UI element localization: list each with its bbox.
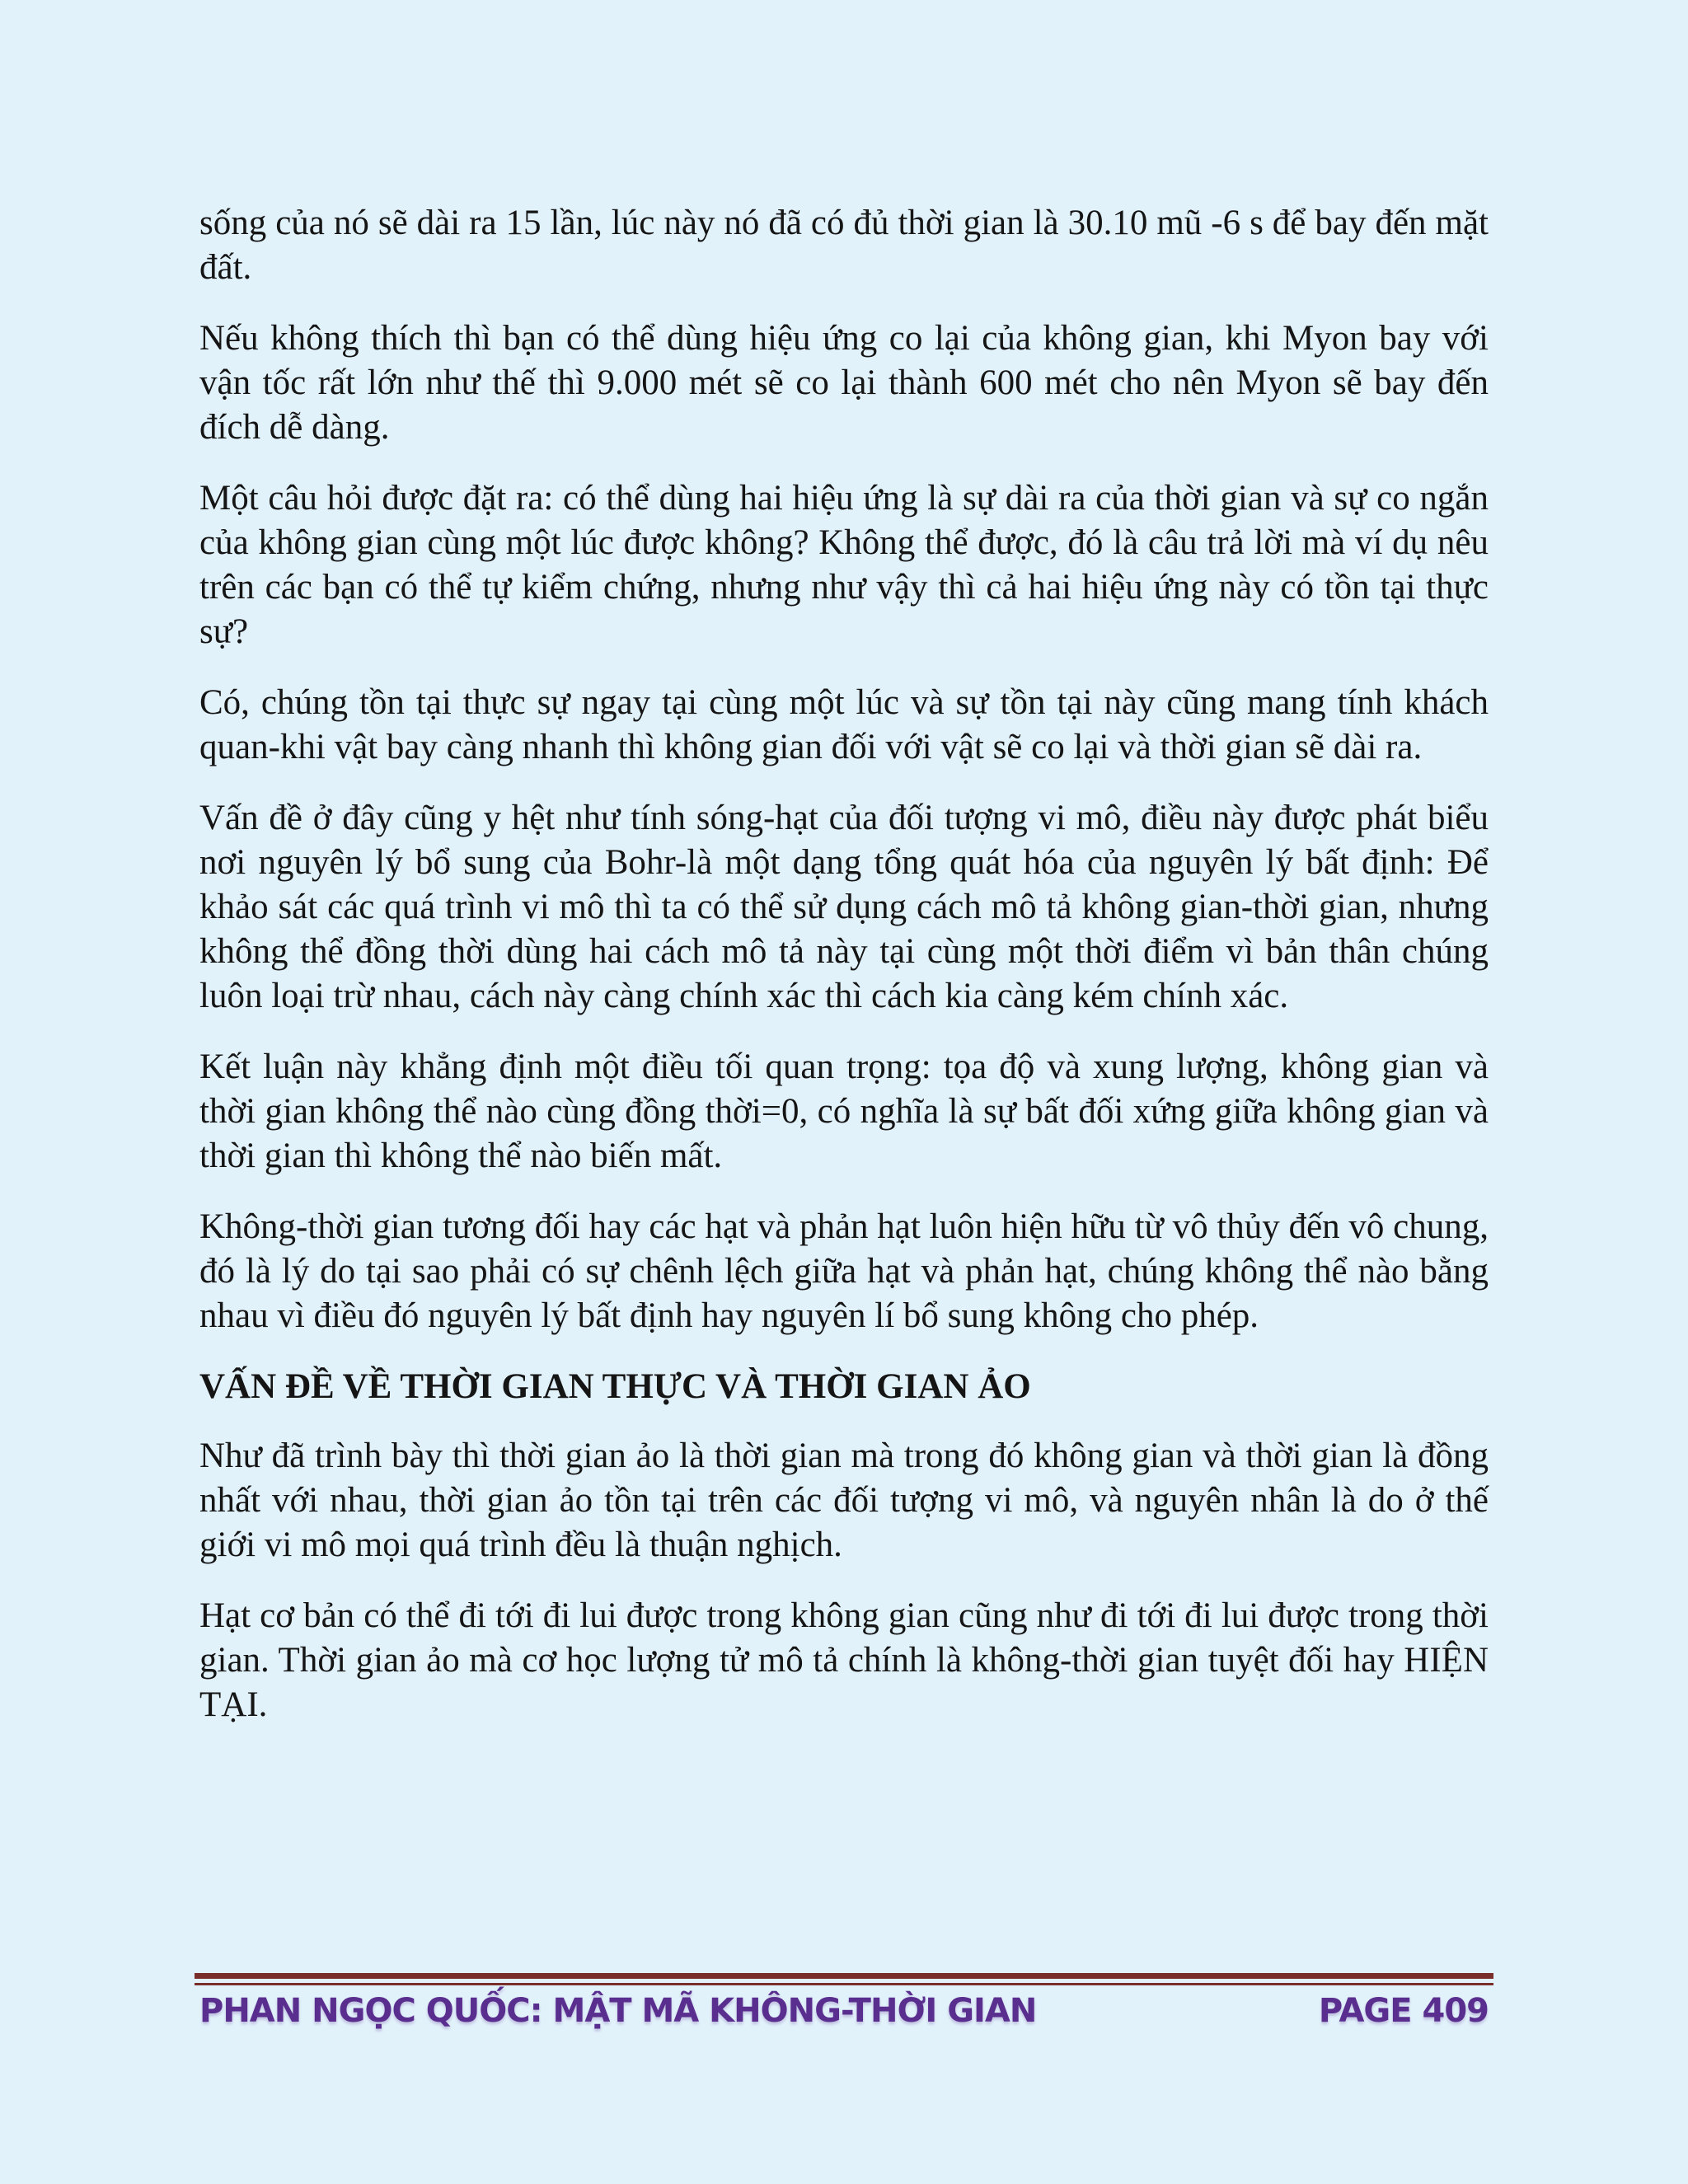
- page-body: [199, 201, 1489, 1754]
- body-paragraph: Không-thời gian tương đối hay các hạt và phản hạt luôn hiện hữu từ vô thủy đến vô chung, đó là lý do tại sao phải có sự chênh lệch giữa hạt và phản hạt, chúng không thể nào bằng nhau vì điều đó nguyên lý bất định hay nguyên lí bổ sung không cho phép.: [199, 1207, 1489, 1335]
- body-paragraph: Kết luận này khẳng định một điều tối quan trọng: tọa độ và xung lượng, không gian và thời gian không thể nào cùng đồng thời=0, có nghĩa là sự bất đối xứng giữa không gian và thời gian thì không thể nào biến mất.: [199, 1047, 1489, 1175]
- footer-rule-thin: [195, 1983, 1493, 1985]
- section-heading: VẤN ĐỀ VỀ THỜI GIAN THỰC VÀ THỜI GIAN ẢO: [199, 1367, 1031, 1406]
- body-paragraph: Như đã trình bày thì thời gian ảo là thời gian mà trong đó không gian và thời gian là đồng nhất với nhau, thời gian ảo tồn tại trên các đối tượng vi mô, và nguyên nhân là do ở thế giới vi mô mọi quá trình đều là thuận nghịch.: [199, 1436, 1489, 1564]
- body-paragraph: sống của nó sẽ dài ra 15 lần, lúc này nó đã có đủ thời gian là 30.10 mũ -6 s để bay đến mặt đất.: [199, 204, 1489, 287]
- body-paragraph: Nếu không thích thì bạn có thể dùng hiệu ứng co lại của không gian, khi Myon bay với vận tốc rất lớn như thế thì 9.000 mét sẽ co lại thành 600 mét cho nên Myon sẽ bay đến đích dễ dàng.: [199, 319, 1489, 447]
- body-paragraph: Vấn đề ở đây cũng y hệt như tính sóng-hạt của đối tượng vi mô, điều này được phát biểu nơi nguyên lý bổ sung của Bohr-là một dạng tổng quát hóa của nguyên lý bất định: Để khảo sát các quá trình vi mô thì ta có thể sử dụng cách mô tả không gian-thời gian, nhưng không thể đồng thời dùng hai cách mô tả này tại cùng một thời điểm vì bản thân chúng luôn loại trừ nhau, cách này càng chính xác thì cách kia càng kém chính xác.: [199, 799, 1489, 1015]
- body-paragraph: Một câu hỏi được đặt ra: có thể dùng hai hiệu ứng là sự dài ra của thời gian và sự co ngắn của không gian cùng một lúc được không? Không thể được, đó là câu trả lời mà ví dụ nêu trên các bạn có thể tự kiểm chứng, nhưng như vậy thì cả hai hiệu ứng này có tồn tại thực sự?: [199, 479, 1489, 651]
- footer-book-title: PHAN NGỌC QUỐC: MẬT MÃ KHÔNG-THỜI GIAN: [199, 1992, 1037, 2030]
- page-number: PAGE 409: [1318, 1992, 1489, 2030]
- page-footer: [199, 1988, 1489, 2034]
- body-paragraph: Có, chúng tồn tại thực sự ngay tại cùng một lúc và sự tồn tại này cũng mang tính khách quan-khi vật bay càng nhanh thì không gian đối với vật sẽ co lại và thời gian sẽ dài ra.: [199, 683, 1489, 766]
- footer-rule: [195, 1973, 1493, 1979]
- body-paragraph: Hạt cơ bản có thể đi tới đi lui được trong không gian cũng như đi tới đi lui được trong thời gian. Thời gian ảo mà cơ học lượng tử mô tả chính là không-thời gian tuyệt đối hay HIỆN TẠI.: [199, 1596, 1489, 1724]
